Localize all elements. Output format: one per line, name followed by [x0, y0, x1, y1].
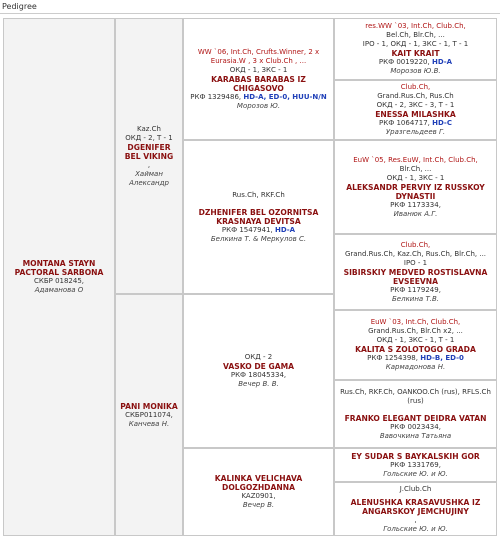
dog-titles-red: Club.Ch,	[400, 83, 431, 91]
dog-reg: РКФ 1329486,	[190, 92, 242, 101]
dog-owner: Канчева Н.	[128, 419, 170, 428]
dog-cell-gen3	[183, 448, 334, 536]
dog-cell-gen4	[334, 18, 497, 80]
dog-titles: Rus.Ch, RKF.Ch	[232, 190, 285, 199]
dog-reg: ,	[147, 160, 151, 169]
dog-owner: Морозов Ю.	[236, 101, 281, 110]
dog-owner: Вавочкина Татьяна	[379, 431, 452, 440]
dog-titles: Kaz.Ch ОКД - 2, Т - 1	[125, 124, 173, 142]
dog-cell-gen4	[334, 140, 497, 234]
dog-owner: Гольские Ю. и Ю.	[383, 524, 448, 533]
dog-owner: Морозов Ю.В.	[390, 67, 441, 75]
dog-cell-dam	[115, 294, 183, 536]
dog-titles-red: EuW `05, Res.EuW, Int.Ch, Club.Ch,	[353, 155, 478, 164]
dog-cell-gen3	[183, 294, 334, 448]
dog-titles: Bel.Ch, Blr.Ch, ... IPO - 1, ОКД - 1, ЗКС - 1, Т - 1	[362, 31, 469, 48]
dog-reg: РКФ 0019220,	[378, 58, 430, 66]
dog-titles: Grand.Rus.Ch, Kaz.Ch, Rus.Ch, Blr.Ch, ... IPO - 1	[344, 249, 487, 267]
dog-owner: Уразгельдеев Г.	[385, 128, 446, 136]
dog-cell-gen4	[334, 234, 497, 310]
dog-cell-gen3	[183, 18, 334, 140]
dog-reg: СКБР011074,	[125, 410, 173, 419]
dog-titles-red: res.WW `03, Int.Ch, Club.Ch,	[365, 22, 466, 30]
dog-cell-gen4	[334, 482, 497, 536]
dog-name[interactable]: ALENUSHKA KRASAVUSHKA IZ ANGARSKOY JEMCHUJINY	[350, 497, 481, 516]
pedigree-table	[3, 18, 497, 536]
dog-reg: РКФ 1179249,	[390, 285, 441, 294]
dog-owner: Гольские Ю. и Ю.	[383, 469, 448, 478]
dog-name[interactable]: DGENIFER BEL VIKING	[124, 142, 174, 161]
dog-name[interactable]: EY SUDAR S BAYKALSKIH GOR	[351, 451, 480, 461]
dog-reg: KAZ0901,	[241, 492, 276, 500]
dog-cell-gen4	[334, 380, 497, 448]
dog-reg: ,	[414, 515, 417, 524]
dog-titles: ОКД - 1, ЗКС - 1	[229, 65, 288, 74]
dog-name[interactable]: ALEKSANDR PERVIY IZ RUSSKOY DYNASTII	[346, 182, 485, 201]
dog-titles: Grand.Rus.Ch, Blr.Ch x2, ... ОКД - 1, ЗКС - 1, Т - 1	[368, 327, 463, 344]
dog-health: HD-C	[432, 119, 452, 127]
dog-name[interactable]: SIBIRSKIY MEDVED ROSTISLAVNA EVSEEVNA	[343, 267, 488, 286]
dog-name[interactable]: ENESSA MILASHKA	[375, 110, 456, 119]
dog-cell-sire	[115, 18, 183, 294]
dog-titles-red: EuW `03, Int.Ch, Club.Ch,	[370, 318, 461, 326]
dog-owner: Белкина Т. & Меркулов С.	[210, 234, 307, 243]
dog-titles: Grand.Rus.Ch, Rus.Ch ОКД - 2, ЗКС - 3, Т - 1	[376, 92, 455, 109]
dog-name[interactable]: KALITA S ZOLOTOGO GRADA	[355, 345, 476, 354]
dog-titles: Blr.Ch, ... ОКД - 1, ЗКС - 1	[386, 164, 445, 182]
dog-name[interactable]: DZHENIFER BEL OZORNITSA KRASNAYA DEVITSA	[198, 207, 319, 226]
dog-name[interactable]: KALINKA VELICHAVA DOLGOZHDANNA	[214, 474, 303, 492]
dog-reg: РКФ 1064717,	[379, 119, 430, 127]
dog-reg: РКФ 0023434,	[390, 422, 441, 431]
dog-cell-gen4	[334, 80, 497, 140]
dog-owner: Вечер В. В.	[238, 380, 279, 388]
dog-titles: J.Club.Ch	[399, 484, 432, 493]
dog-reg: РКФ 1331769,	[390, 460, 441, 469]
dog-reg: РКФ 1254398,	[367, 354, 418, 362]
dog-name[interactable]: KAIT KRAIT	[391, 49, 440, 58]
dog-name[interactable]: FRANKO ELEGANT DEIDRA VATAN	[344, 413, 487, 423]
dog-name[interactable]: VASKO DE GAMA	[222, 362, 295, 371]
dog-health: HD-A	[274, 225, 296, 234]
dog-cell-gen4	[334, 310, 497, 380]
dog-titles-red: WW `06, Int.Ch, Crufts.Winner, 2 x Eurasia.W , 3 x Club.Ch , ...	[197, 47, 320, 65]
dog-name[interactable]: KARABAS BARABAS IZ CHIGASOVO	[211, 74, 306, 93]
dog-owner: Адаманова О	[34, 286, 84, 294]
dog-owner: Вечер В.	[242, 501, 275, 509]
dog-name[interactable]: MONTANA STAYN PACTORAL SARBONA	[14, 259, 104, 277]
dog-reg: РКФ 1173334,	[390, 200, 441, 209]
dog-owner: Хайман Александр	[129, 169, 169, 187]
dog-cell-gen4	[334, 448, 497, 482]
dog-reg: РКФ 1547941,	[221, 225, 273, 234]
dog-health: HD-A, ED-0, HUU-N/N	[243, 92, 327, 101]
dog-owner: Кармадонова Н.	[385, 363, 446, 371]
dog-titles: ОКД - 2	[244, 353, 273, 361]
dog-cell-gen3	[183, 140, 334, 294]
pedigree-header: Pedigree	[0, 0, 500, 14]
dog-health: HD-B, ED-0	[420, 354, 464, 362]
dog-health: HD-A	[431, 58, 453, 66]
dog-name[interactable]: PANI MONIKA	[120, 401, 178, 411]
dog-owner: Белкина Т.В.	[392, 294, 439, 303]
dog-owner: Иванюк А.Г.	[393, 209, 438, 218]
dog-reg: СКБР 018245,	[33, 277, 85, 285]
dog-titles-red: Club.Ch,	[400, 240, 431, 249]
dog-reg: РКФ 18045334,	[230, 371, 287, 379]
dog-cell-gen1	[3, 18, 115, 536]
dog-titles: Rus.Ch, RKF.Ch, OANKOO.Ch (rus), RFLS.Ch (rus)	[340, 387, 491, 405]
